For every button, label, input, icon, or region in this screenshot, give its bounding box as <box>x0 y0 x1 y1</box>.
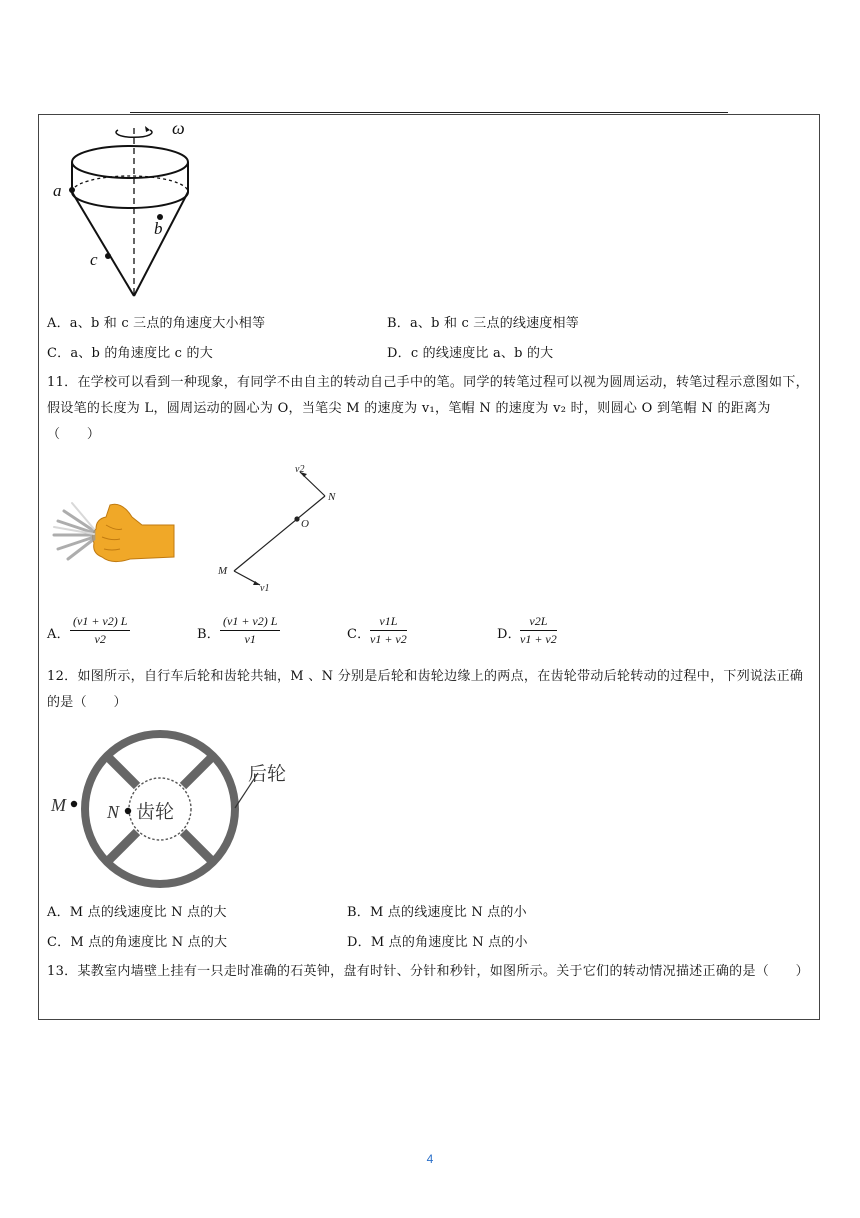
bicycle-wheel-gear-figure <box>45 728 300 898</box>
point-c-label: c <box>90 250 98 269</box>
header-rule <box>130 112 728 113</box>
q11-option-c-numerator: v1L <box>370 614 407 631</box>
q11-option-d-numerator: v2L <box>520 614 557 631</box>
rear-wheel-label: 后轮 <box>248 763 287 785</box>
q11-option-b-fraction <box>220 614 280 647</box>
q10-option-a: A．a、b 和 c 三点的角速度大小相等 <box>47 316 266 331</box>
m-label: M <box>218 565 228 577</box>
q12-option-d: D．M 点的角速度比 N 点的小 <box>347 935 528 950</box>
q12-option-b: B．M 点的线速度比 N 点的小 <box>347 905 527 920</box>
o-label: O <box>301 518 309 530</box>
q11-option-b-denominator: v1 <box>244 632 256 646</box>
omega-label: ω <box>172 118 185 138</box>
q11-stem: 11．在学校可以看到一种现象，有同学不由自主的转动自己手中的笔。同学的转笔过程可以视为圆周运动，转笔过程示意图如下，假设笔的长度为 L，圆周运动的圆心为 O，当笔尖 M 的速度为 v₁，笔帽 N 的速度为 v₂ 时，则圆心 O 到笔帽 N 的距离为（ ） <box>47 375 809 442</box>
gear-label: 齿轮 <box>136 801 175 823</box>
v1-label: v1 <box>260 583 270 594</box>
q11-option-c-fraction <box>370 614 407 647</box>
q10-option-d: D．c 的线速度比 a、b 的大 <box>387 346 554 361</box>
point-a-label: a <box>53 181 62 200</box>
q10-option-b: B．a、b 和 c 三点的线速度相等 <box>387 316 579 331</box>
q11-option-b-label: B． <box>197 627 220 642</box>
q11-option-b-numerator: (v1 + v2) L <box>220 614 280 631</box>
q11-option-c-label: C． <box>347 627 371 642</box>
q11-option-d-label: D． <box>497 627 521 642</box>
n-label: N <box>328 491 336 503</box>
q12-stem: 12．如图所示，自行车后轮和齿轮共轴，M 、N 分别是后轮和齿轮边缘上的两点，在齿轮带动后轮转动的过程中，下列说法正确的是（ ） <box>47 669 804 710</box>
q12-option-c: C．M 点的角速度比 N 点的大 <box>47 935 228 950</box>
q11-option-c-denominator: v1 + v2 <box>370 632 407 646</box>
cylinder-cone-figure <box>50 120 220 305</box>
q10-option-c: C．a、b 的角速度比 c 的大 <box>47 346 213 361</box>
q11-option-d-fraction <box>520 614 557 647</box>
v2-label: v2 <box>295 464 305 475</box>
q13-stem: 13．某教室内墙壁上挂有一只走时准确的石英钟，盘有时针、分针和秒针，如图所示。关于它们的转动情况描述正确的是（ ） <box>47 964 809 979</box>
q12-option-a: A．M 点的线速度比 N 点的大 <box>47 905 227 920</box>
point-b-label: b <box>154 219 163 238</box>
m-label: M <box>51 795 66 815</box>
hand-spinning-pen-figure <box>50 495 178 573</box>
q11-option-a-fraction <box>70 614 130 647</box>
page-number: 4 <box>426 1152 434 1166</box>
n-label: N <box>107 802 120 822</box>
q11-option-a-denominator: v2 <box>94 632 106 646</box>
q11-option-a-label: A． <box>47 627 70 642</box>
q11-option-d-denominator: v1 + v2 <box>520 632 557 646</box>
q11-option-a-numerator: (v1 + v2) L <box>70 614 130 631</box>
pen-rotation-diagram <box>212 460 347 595</box>
